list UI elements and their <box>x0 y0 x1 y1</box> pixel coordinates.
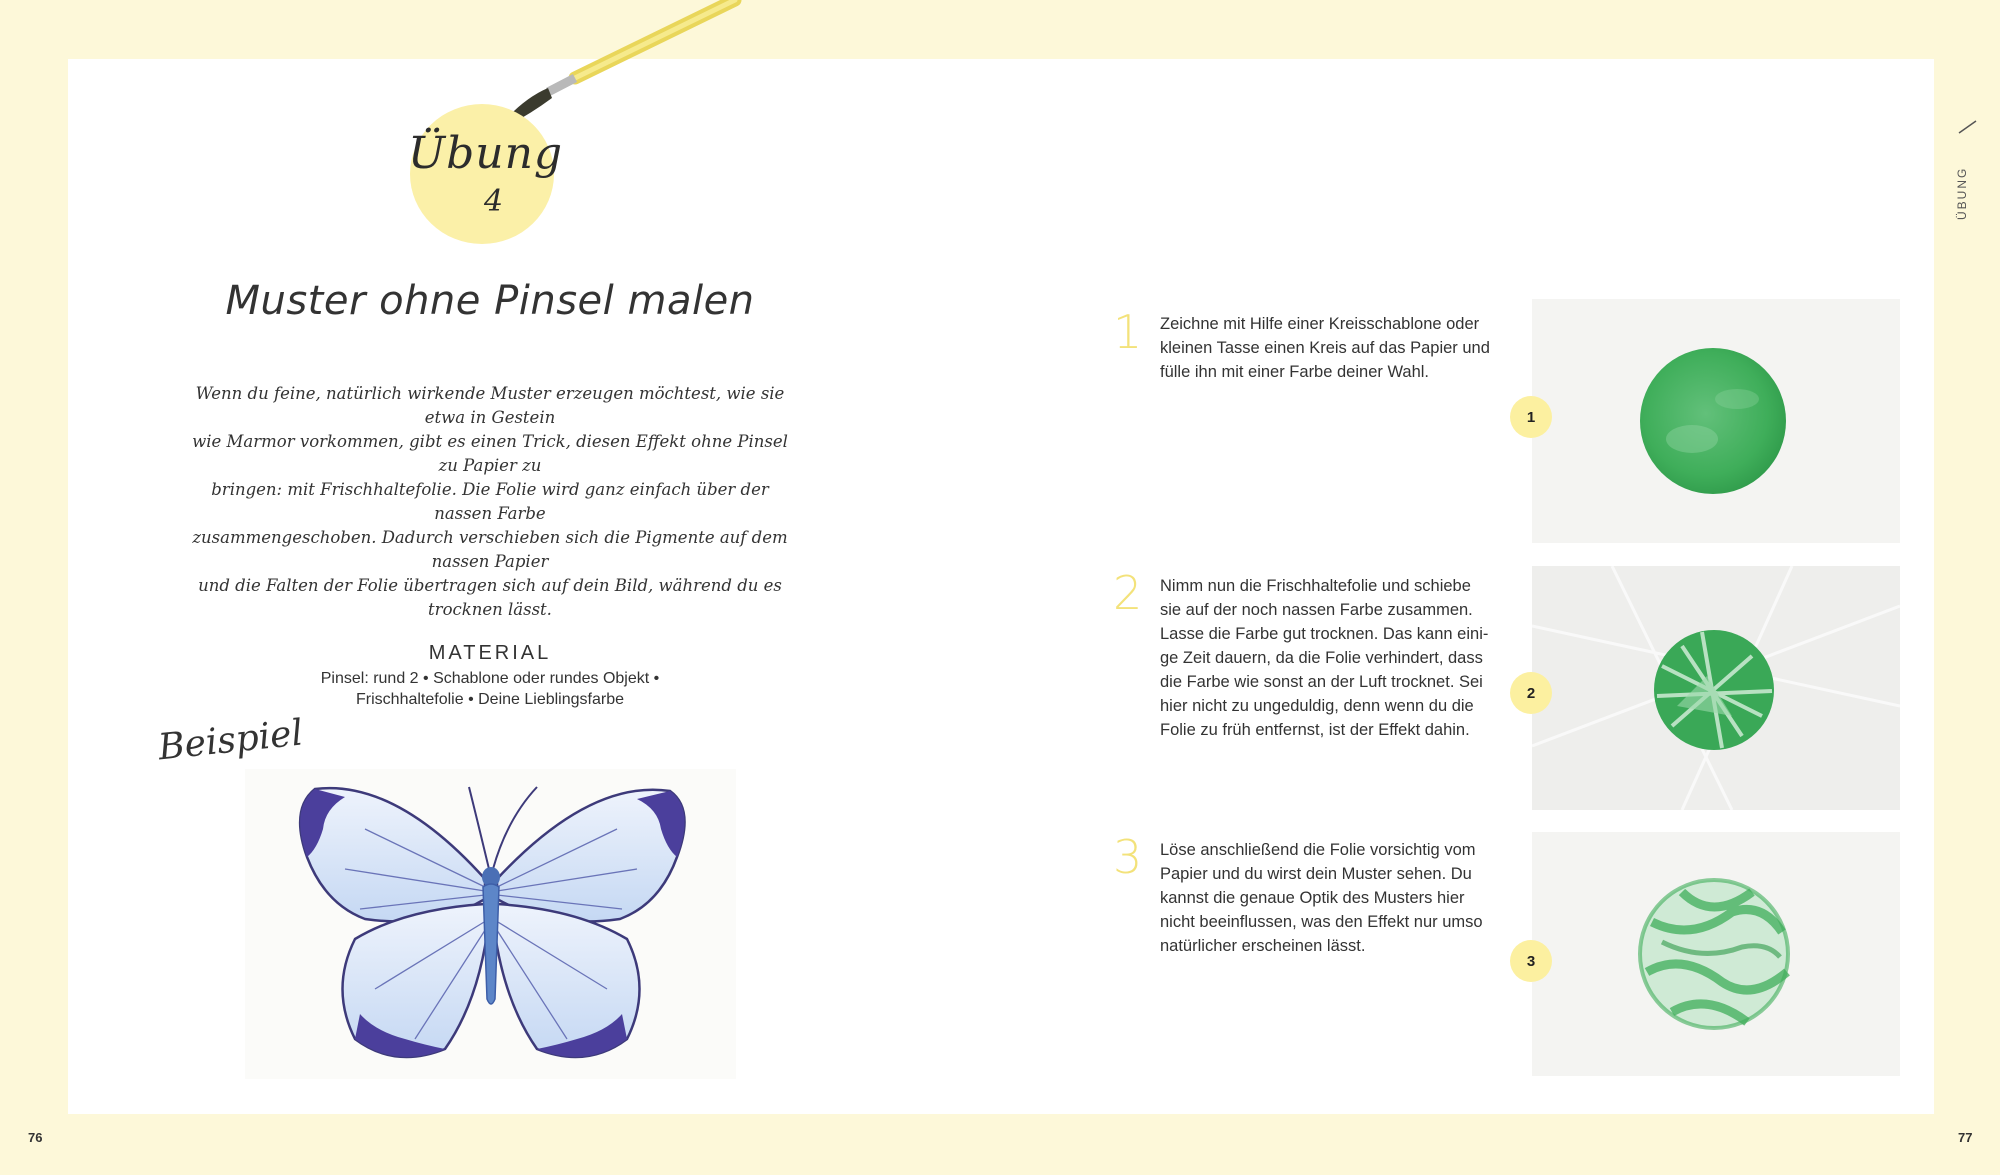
side-section-label: ÜBUNG <box>1955 166 1969 220</box>
step-text-2 <box>1160 574 1493 742</box>
step-badge-3: 3 <box>1510 940 1552 982</box>
green-circle-illustration <box>1532 299 1900 543</box>
butterfly-illustration <box>245 769 736 1079</box>
green-marbled-circle-illustration <box>1532 832 1900 1076</box>
step-line: Papier und du wirst dein Muster sehen. Du <box>1160 865 1472 883</box>
example-label: Beispiel <box>156 712 305 769</box>
step-image-2 <box>1532 566 1900 810</box>
step-text-3 <box>1160 838 1493 958</box>
step-text-1 <box>1160 312 1493 384</box>
step-line: kleinen Tasse einen Kreis auf das Papier und <box>1160 339 1490 357</box>
step-image-1 <box>1532 299 1900 543</box>
page-number-left: 76 <box>28 1130 43 1145</box>
step-line: Löse anschließend die Folie vorsichtig vom <box>1160 841 1476 859</box>
step-line: die Farbe wie sonst an der Luft trocknet. Sei <box>1160 673 1483 691</box>
intro-line: wie Marmor vorkommen, gibt es einen Trick, diesen Effekt ohne Pinsel zu Papier zu <box>192 432 788 475</box>
intro-line: und die Falten der Folie übertragen sich auf dein Bild, während du es trocknen lässt. <box>198 576 782 619</box>
intro-paragraph <box>180 382 800 622</box>
intro-line: bringen: mit Frischhaltefolie. Die Folie wird ganz einfach über der nassen Farbe <box>211 480 769 523</box>
step-line: Nimm nun die Frischhaltefolie und schiebe <box>1160 577 1471 595</box>
page-number-right: 77 <box>1958 1130 1973 1145</box>
step-line: fülle ihn mit einer Farbe deiner Wahl. <box>1160 363 1430 381</box>
green-circle-with-foil-illustration <box>1532 566 1900 810</box>
exercise-badge-number: 4 <box>484 184 504 219</box>
butterfly-example-image <box>245 769 736 1079</box>
step-line: natürlicher erscheinen lässt. <box>1160 937 1366 955</box>
step-line: sie auf der noch nassen Farbe zusammen. <box>1160 601 1473 619</box>
step-line: ge Zeit dauern, da die Folie verhindert, dass <box>1160 649 1483 667</box>
step-line: Folie zu früh entfernst, ist der Effekt dahin. <box>1160 721 1470 739</box>
step-line: Zeichne mit Hilfe einer Kreisschablone oder <box>1160 315 1480 333</box>
step-line: nicht beeinflussen, was den Effekt nur umso <box>1160 913 1483 931</box>
step-number-3: 3 <box>1113 830 1143 884</box>
intro-line: Wenn du feine, natürlich wirkende Muster erzeugen möchtest, wie sie etwa in Gestein <box>195 384 785 427</box>
material-line: Pinsel: rund 2 • Schablone oder rundes Objekt • <box>320 670 660 687</box>
pencil-icon <box>1956 118 1980 136</box>
step-badge-2: 2 <box>1510 672 1552 714</box>
exercise-badge-word: Übung <box>408 128 564 179</box>
step-image-3 <box>1532 832 1900 1076</box>
intro-line: zusammengeschoben. Dadurch verschieben sich die Pigmente auf dem nassen Papier <box>192 528 788 571</box>
material-list <box>270 668 710 710</box>
step-number-2: 2 <box>1113 566 1143 620</box>
step-line: kannst die genaue Optik des Musters hier <box>1160 889 1465 907</box>
material-line: Frischhaltefolie • Deine Lieblingsfarbe <box>356 691 624 708</box>
page-title: Muster ohne Pinsel malen <box>225 278 755 324</box>
step-line: Lasse die Farbe gut trocknen. Das kann eini- <box>1160 625 1489 643</box>
step-number-1: 1 <box>1113 305 1143 359</box>
step-line: hier nicht zu ungeduldig, denn wenn du die <box>1160 697 1474 715</box>
step-badge-1: 1 <box>1510 396 1552 438</box>
material-heading: MATERIAL <box>428 642 552 664</box>
